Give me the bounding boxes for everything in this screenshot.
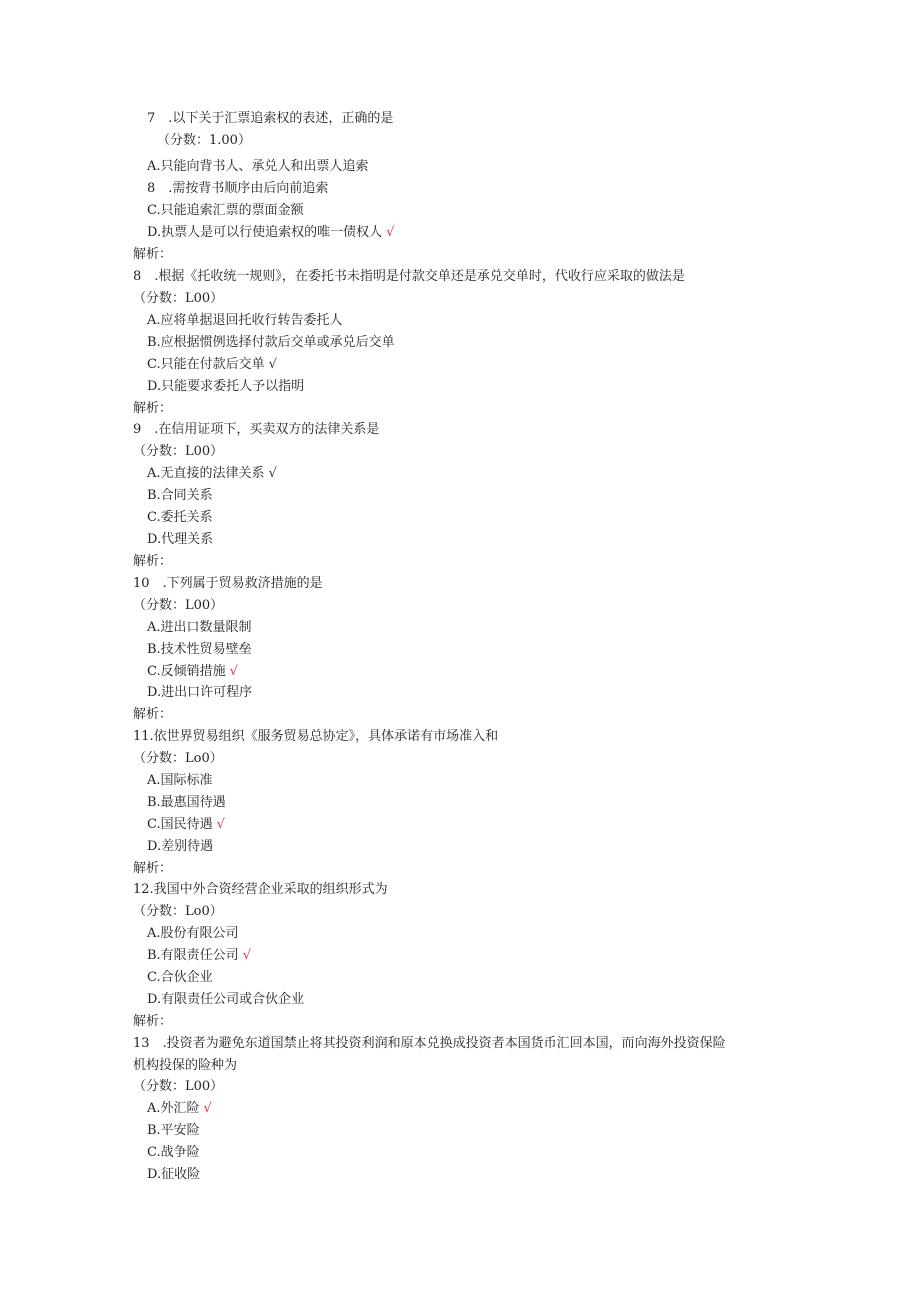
question-11-analysis: 解析： [133, 861, 173, 876]
question-13-score: （分数：L00） [133, 1079, 224, 1094]
question-10-score: （分数：L00） [133, 598, 224, 613]
question-12-option-d: D.有限责任公司或合伙企业 [147, 992, 305, 1007]
question-11-option-b: B.最惠国待遇 [147, 795, 226, 810]
question-10-stem: 10 .下列属于贸易救济措施的是 [133, 576, 323, 591]
correct-check-mark: √ [242, 948, 251, 963]
question-8-option-a: A.应将单据退回托收行转告委托人 [147, 313, 343, 328]
question-7-option-a: A.只能向背书人、承兑人和出票人追索 [147, 159, 369, 174]
question-10-option-c: C.反倾销措施 √ [147, 664, 238, 679]
question-7-score: （分数：1.00） [157, 133, 251, 148]
correct-check-mark: √ [268, 466, 277, 481]
question-10-option-d: D.进出口许可程序 [147, 685, 253, 700]
question-8-option-c: C.只能在付款后交单 √ [147, 357, 277, 372]
question-9-stem: 9 .在信用证项下，买卖双方的法律关系是 [133, 422, 380, 437]
question-9-analysis: 解析： [133, 554, 173, 569]
question-8-score: （分数：L00） [133, 291, 224, 306]
question-12-option-a: A.股份有限公司 [147, 926, 239, 941]
question-11-stem: 11.依世界贸易组织《服务贸易总协定》，具体承诺有市场准入和 [133, 729, 499, 744]
question-11-option-a: A.国际标准 [147, 773, 213, 788]
correct-check-mark: √ [268, 357, 277, 372]
question-13-stem-line-2: 机构投保的险种为 [133, 1058, 238, 1073]
question-12-option-c: C.合伙企业 [147, 970, 213, 985]
question-12-analysis: 解析： [133, 1014, 173, 1029]
question-11-option-c: C.国民待遇 √ [147, 817, 225, 832]
question-7-option-d: D.执票人是可以行使追索权的唯一债权人 √ [147, 225, 395, 240]
question-7-stem: 7 .以下关于汇票追索权的表述，正确的是 [147, 111, 394, 126]
question-8-stem: 8 .根据《托收统一规则》，在委托书未指明是付款交单还是承兑交单时，代收行应采取的做法是 [133, 269, 685, 284]
question-13-option-a: A.外汇险 √ [147, 1101, 212, 1116]
question-9-option-c: C.委托关系 [147, 510, 213, 525]
question-9-option-a: A.无直接的法律关系 √ [147, 466, 277, 481]
question-9-score: （分数：L00） [133, 444, 224, 459]
question-7-option-c: C.只能追索汇票的票面金额 [147, 203, 304, 218]
question-8-option-b: B.应根据惯例选择付款后交单或承兑后交单 [147, 335, 395, 350]
question-9-option-d: D.代理关系 [147, 532, 214, 547]
question-9-option-b: B.合同关系 [147, 488, 213, 503]
question-11-score: （分数：Lo0） [133, 751, 223, 766]
question-12-stem: 12.我国中外合资经营企业采取的组织形式为 [133, 882, 388, 897]
question-13-option-b: B.平安险 [147, 1123, 200, 1138]
question-12-score: （分数：Lo0） [133, 904, 223, 919]
question-13-option-d: D.征收险 [147, 1167, 201, 1182]
question-11-option-d: D.差别待遇 [147, 839, 214, 854]
question-13-option-c: C.战争险 [147, 1145, 200, 1160]
question-10-analysis: 解析： [133, 707, 173, 722]
question-7-analysis: 解析： [133, 247, 173, 262]
correct-check-mark: √ [216, 817, 225, 832]
question-13-stem-line-1: 13 .投资者为避免东道国禁止将其投资利润和原本兑换成投资者本国货币汇回本国，而向海外投资保险 [133, 1036, 726, 1051]
question-12-option-b: B.有限责任公司 √ [147, 948, 251, 963]
correct-check-mark: √ [386, 225, 395, 240]
correct-check-mark: √ [229, 664, 238, 679]
question-8-analysis: 解析： [133, 401, 173, 416]
correct-check-mark: √ [203, 1101, 212, 1116]
question-8-option-d: D.只能要求委托人予以指明 [147, 379, 305, 394]
question-10-option-a: A.进出口数量限制 [147, 620, 252, 635]
question-7-option-b: 8 .需按背书顺序由后向前追索 [147, 181, 329, 196]
question-10-option-b: B.技术性贸易壁垒 [147, 642, 252, 657]
